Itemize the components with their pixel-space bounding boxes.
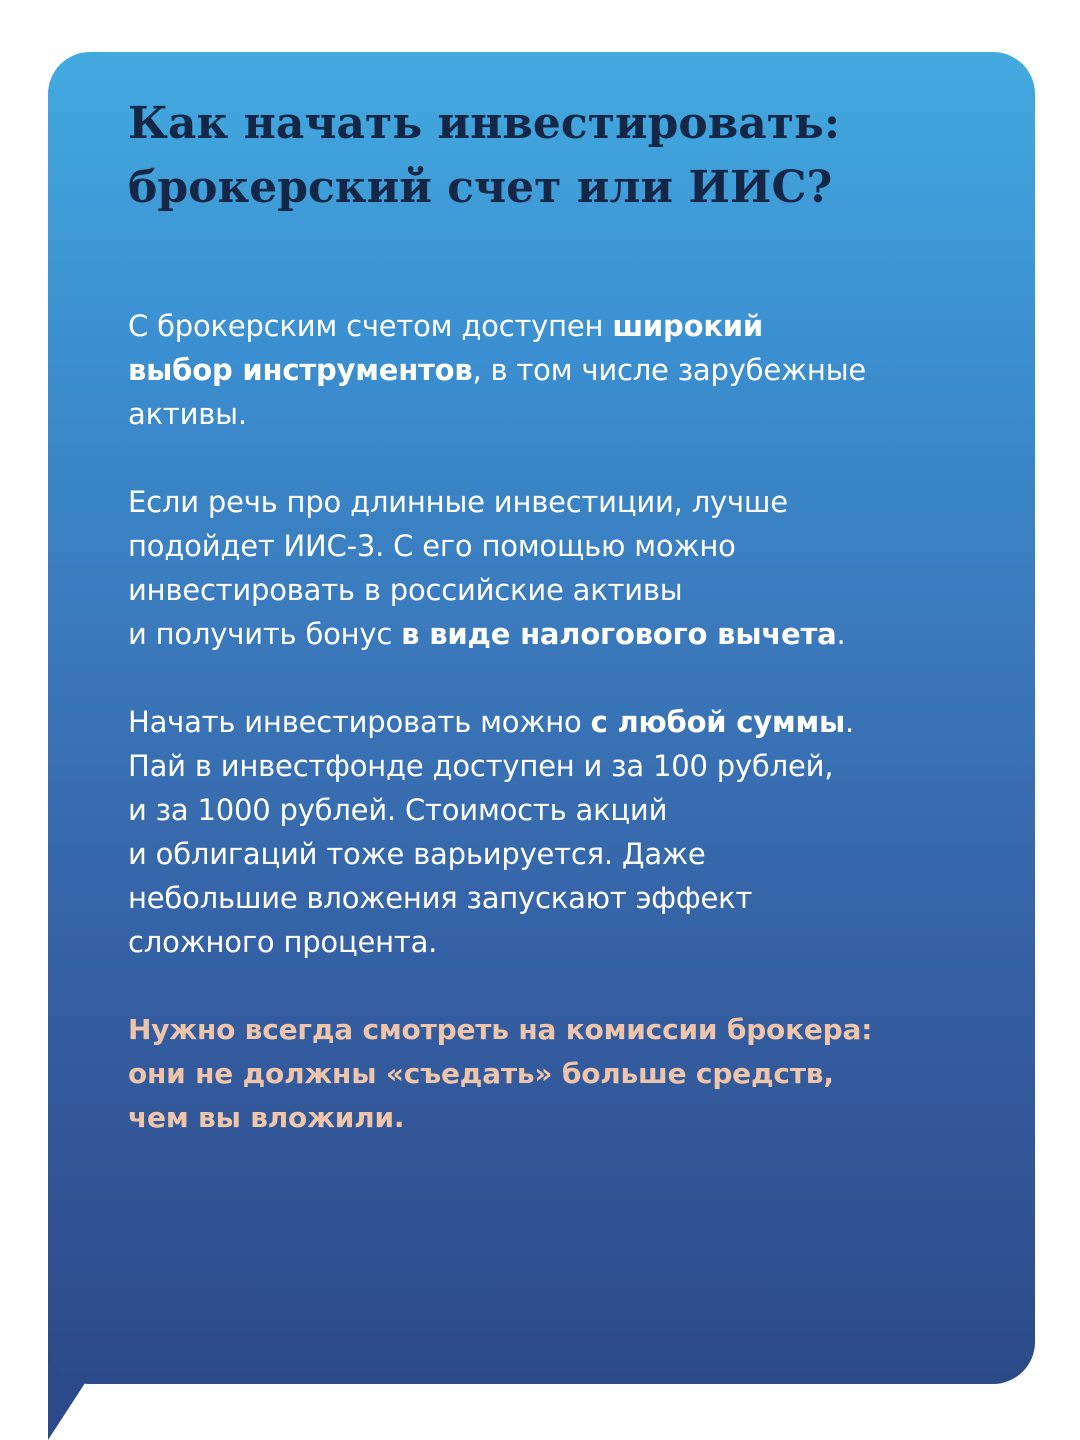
paragraph-text: . Пай в инвестфонде доступен и за 100 рублей, и за 1000 рублей. Стоимость акций и облигаций тоже варьируется. Даже небольшие вложения запускают эффект сложного процента. bbox=[128, 705, 855, 959]
paragraph-bold-text: с любой суммы bbox=[590, 705, 846, 739]
paragraph-text: Если речь про длинные инвестиции, лучше подойдет ИИС-3. С его помощью можно инвестировать в российские активы и получить бонус bbox=[128, 485, 788, 651]
paragraph-any-amount bbox=[128, 700, 1008, 964]
card-title: Как начать инвестировать: брокерский счет или ИИС? bbox=[128, 98, 841, 213]
paragraph-text: С брокерским счетом доступен bbox=[128, 309, 613, 343]
paragraph-bold-text: в виде налогового вычета bbox=[401, 617, 837, 651]
paragraph-bold-text: широкий выбор инструментов bbox=[128, 309, 764, 387]
paragraph-text: Начать инвестировать можно bbox=[128, 705, 591, 739]
card-content bbox=[128, 92, 1008, 1168]
paragraph-brokerage-account bbox=[128, 304, 1008, 436]
paragraph-text: , в том числе зарубежные активы. bbox=[128, 353, 867, 431]
broker-fee-note: Нужно всегда смотреть на комиссии брокера: они не должны «съедать» больше средств, чем вы вложили. bbox=[128, 1013, 873, 1134]
info-card bbox=[48, 52, 1035, 1384]
paragraph-text: . bbox=[836, 617, 846, 651]
paragraph-iis bbox=[128, 480, 1008, 656]
